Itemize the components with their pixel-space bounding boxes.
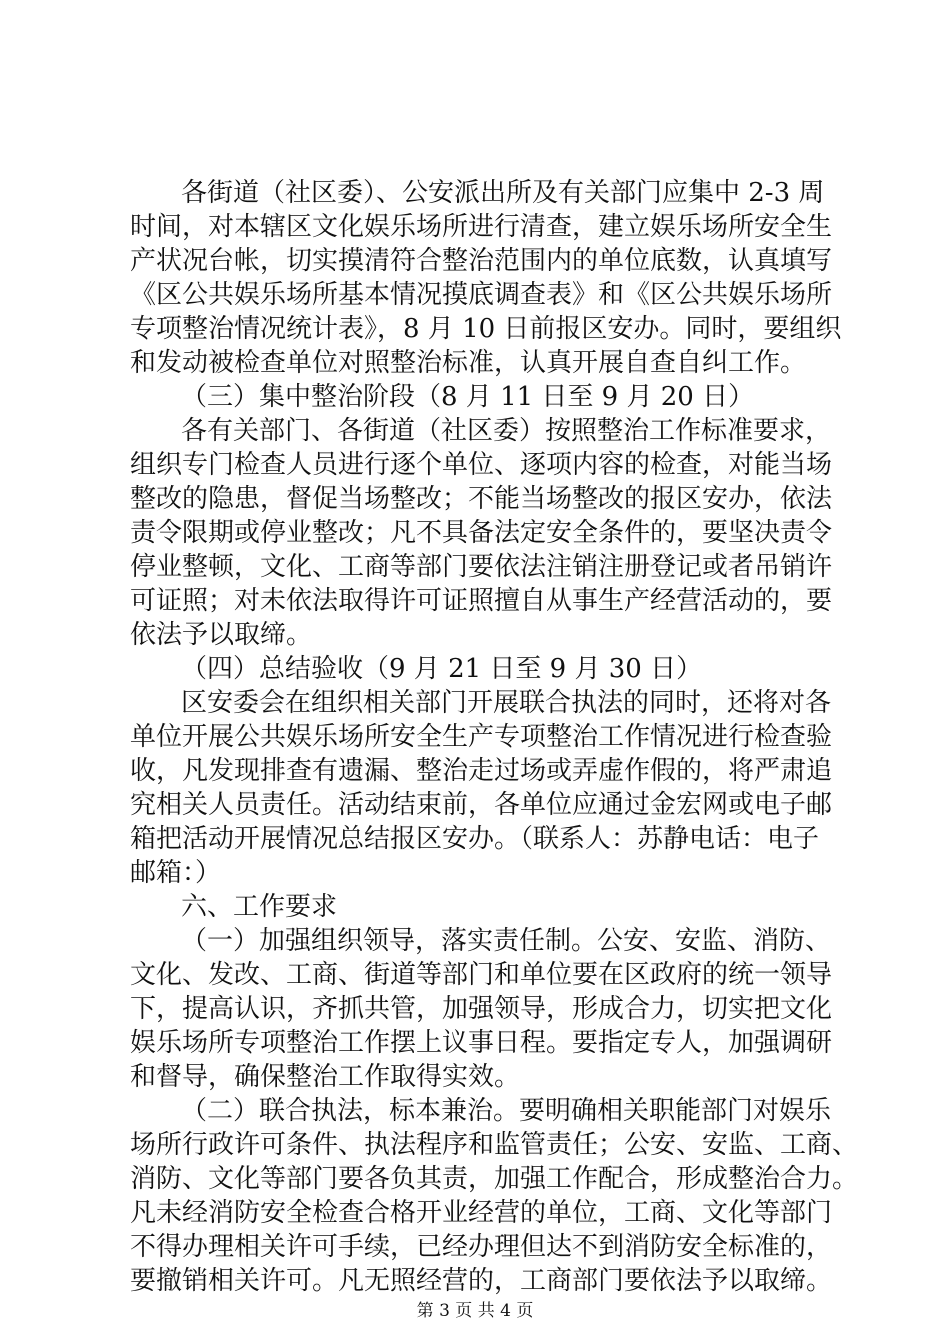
text-line: 产状况台帐，切实摸清符合整治范围内的单位底数，认真填写 [130, 246, 833, 276]
text-line: 整改的隐患，督促当场整改；不能当场整改的报区安办，依法 [130, 484, 833, 514]
text-line: 箱把活动开展情况总结报区安办。（联系人：苏静电话：电子 [130, 824, 820, 854]
text-line: （一）加强组织领导，落实责任制。公安、安监、消防、 [181, 926, 832, 956]
text-line: 场所行政许可条件、执法程序和监管责任；公安、安监、工商、 [130, 1130, 859, 1160]
text-line: 时间，对本辖区文化娱乐场所进行清查，建立娱乐场所安全生 [130, 212, 833, 242]
section-heading: （三）集中整治阶段（8 月 11 日至 9 月 20 日） [181, 382, 755, 412]
text-line: 和督导，确保整治工作取得实效。 [130, 1062, 521, 1092]
section-heading: （四）总结验收（9 月 21 日至 9 月 30 日） [181, 654, 703, 684]
text-line: 停业整顿，文化、工商等部门要依法注销注册登记或者吊销许 [130, 552, 833, 582]
text-line: 下，提高认识，齐抓共管，加强领导，形成合力，切实把文化 [130, 994, 833, 1024]
text-line: 各街道（社区委）、公安派出所及有关部门应集中 2-3 周 [181, 178, 825, 208]
text-line: 收，凡发现排查有遗漏、整治走过场或弄虚作假的，将严肃追 [130, 756, 833, 786]
text-line: 娱乐场所专项整治工作摆上议事日程。要指定专人，加强调研 [130, 1028, 833, 1058]
text-line: 不得办理相关许可手续，已经办理但达不到消防安全标准的， [130, 1232, 833, 1262]
page-footer: 第 3 页 共 4 页 [416, 1301, 534, 1321]
text-line: 究相关人员责任。活动结束前，各单位应通过金宏网或电子邮 [130, 790, 833, 820]
text-line: 专项整治情况统计表》，8 月 10 日前报区安办。同时，要组织 [130, 314, 842, 344]
text-line: 邮箱：） [130, 858, 222, 888]
text-line: 依法予以取缔。 [130, 620, 313, 650]
text-line: 可证照；对未依法取得许可证照擅自从事生产经营活动的，要 [130, 586, 833, 616]
text-line: 要撤销相关许可。凡无照经营的，工商部门要依法予以取缔。 [130, 1266, 833, 1296]
text-line: （二）联合执法，标本兼治。要明确相关职能部门对娱乐 [181, 1096, 832, 1126]
text-line: 组织专门检查人员进行逐个单位、逐项内容的检查，对能当场 [130, 450, 833, 480]
text-line: 消防、文化等部门要各负其责，加强工作配合，形成整治合力。 [130, 1164, 859, 1194]
section-heading: 六、工作要求 [181, 892, 338, 922]
text-line: 区安委会在组织相关部门开展联合执法的同时，还将对各 [181, 688, 832, 718]
text-line: 各有关部门、各街道（社区委）按照整治工作标准要求， [181, 416, 832, 446]
text-line: 文化、发改、工商、街道等部门和单位要在区政府的统一领导 [130, 960, 833, 990]
text-line: 和发动被检查单位对照整治标准，认真开展自查自纠工作。 [130, 348, 807, 378]
text-line: 单位开展公共娱乐场所安全生产专项整治工作情况进行检查验 [130, 722, 833, 752]
text-line: 《区公共娱乐场所基本情况摸底调查表》和《区公共娱乐场所 [130, 280, 833, 310]
text-line: 责令限期或停业整改；凡不具备法定安全条件的，要坚决责令 [130, 518, 833, 548]
text-line: 凡未经消防安全检查合格开业经营的单位，工商、文化等部门 [130, 1198, 833, 1228]
